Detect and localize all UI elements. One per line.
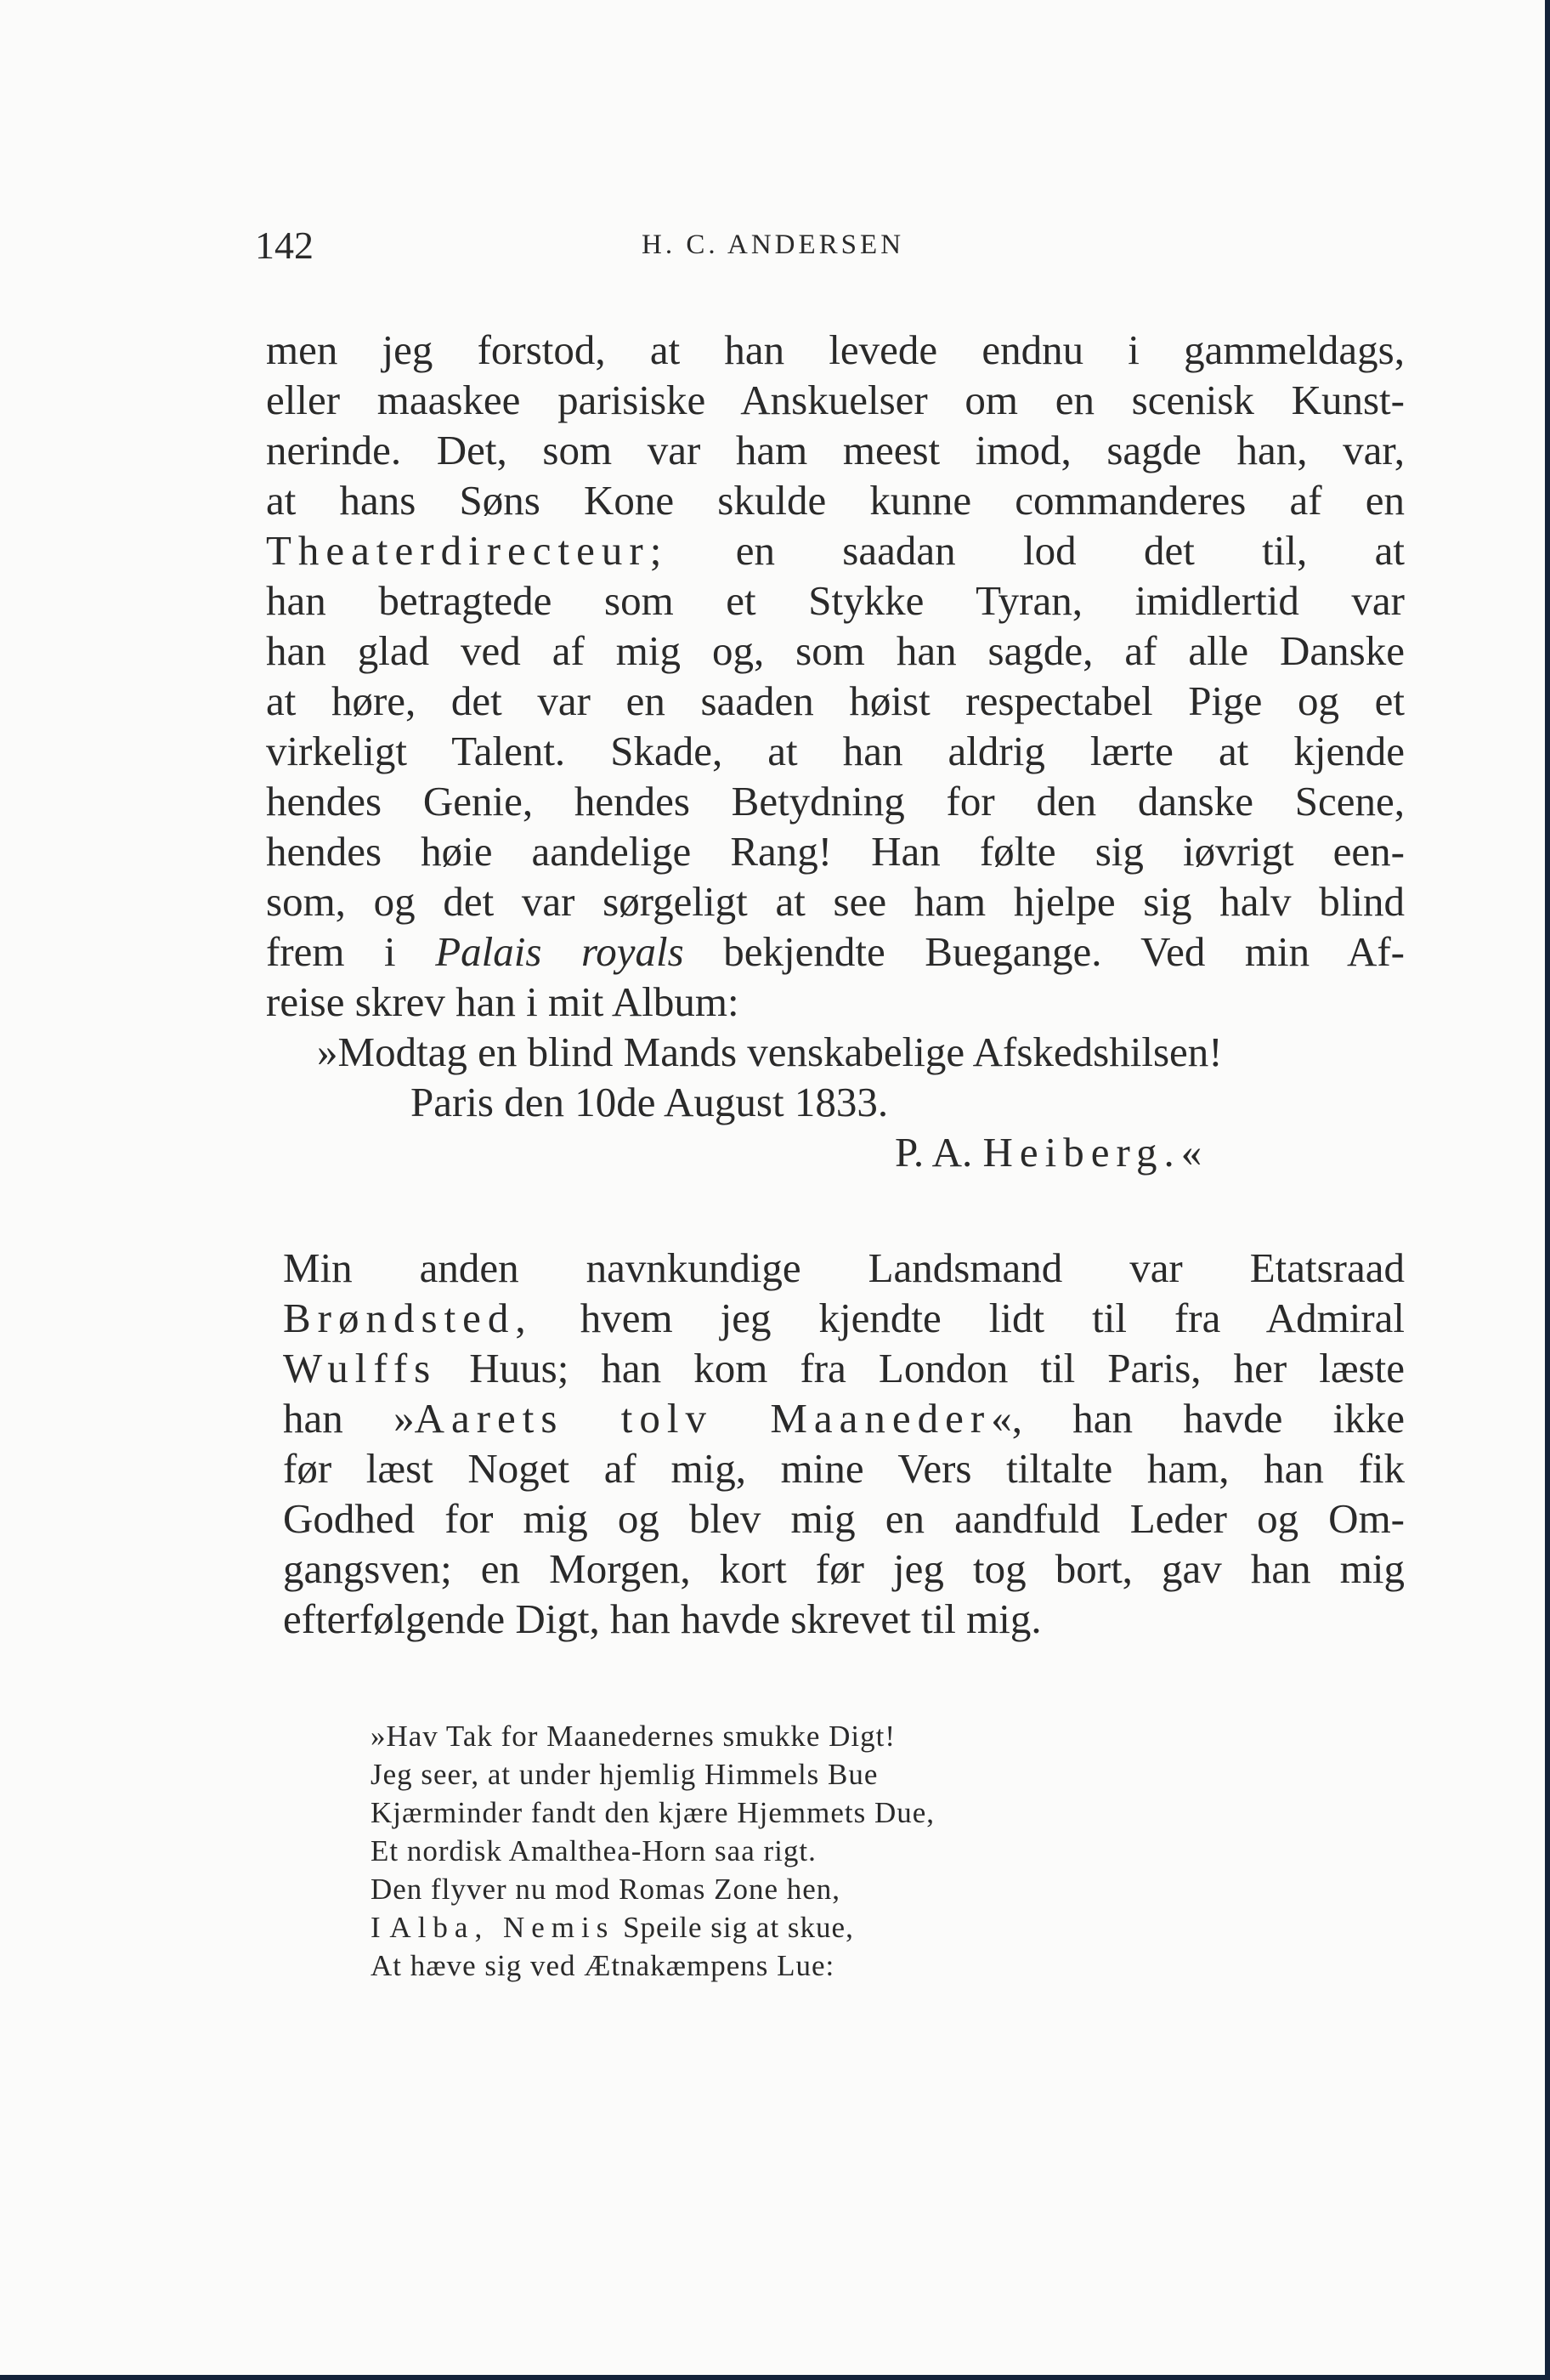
italic-title: Palais royals <box>435 928 684 975</box>
text-fragment: en saadan lod det til, at <box>668 527 1405 574</box>
spaced-word: Aarets tolv Maaneder <box>414 1395 992 1442</box>
text-line: efterfølgende Digt, han havde skrevet til mig. <box>283 1595 1042 1642</box>
text-line <box>283 1393 1405 1443</box>
text-line: at hans Søns Kone skulde kunne commanderes af en <box>266 477 1405 524</box>
poem-line: At hæve sig ved Ætnakæmpens Lue: <box>371 1949 835 1982</box>
text-line: nerinde. Det, som var ham meest imod, sagde han, var, <box>266 427 1405 473</box>
spaced-word: Alba, Nemis <box>389 1911 615 1944</box>
text-fragment: « <box>1180 1129 1202 1176</box>
text-fragment: hvem jeg kjendte lidt til fra Admiral <box>532 1295 1405 1341</box>
poem <box>371 1717 1220 1985</box>
text-line <box>266 926 1405 977</box>
album-inscription <box>266 1027 1405 1177</box>
text-line: Godhed for mig og blev mig en aandfuld Leder og Om- <box>283 1495 1405 1542</box>
text-fragment: I <box>371 1911 390 1944</box>
inscription-date: Paris den 10de August 1833. <box>410 1079 889 1125</box>
text-line: som, og det var sørgeligt at see ham hjelpe sig halv blind <box>266 878 1405 925</box>
text-line: reise skrev han i mit Album: <box>266 978 739 1025</box>
poem-line: Jeg seer, at under hjemlig Himmels Bue <box>371 1758 879 1791</box>
poem-line: Et nordisk Amalthea-Horn saa rigt. <box>371 1834 817 1867</box>
text-line: hendes høie aandelige Rang! Han følte sig iøvrigt een- <box>266 828 1405 875</box>
text-line <box>283 1343 1405 1393</box>
text-line: hendes Genie, hendes Betydning for den danske Scene, <box>266 778 1405 824</box>
text-line: han betragtede som et Stykke Tyran, imidlertid var <box>266 577 1405 624</box>
inscription-signature <box>266 1127 1405 1177</box>
poem-line <box>371 1908 1220 1946</box>
text-fragment: han » <box>283 1395 415 1442</box>
running-head: H. C. ANDERSEN <box>642 230 905 260</box>
text-fragment: Huus; han kom fra London til Paris, her læste <box>469 1345 1405 1391</box>
text-fragment: P. A. <box>895 1129 983 1176</box>
page-number: 142 <box>255 224 314 267</box>
text-line: eller maaskee parisiske Anskuelser om en scenisk Kunst- <box>266 377 1405 423</box>
text-fragment: «, han havde ikke <box>991 1395 1406 1442</box>
spaced-word: Heiberg. <box>982 1129 1181 1176</box>
text-fragment: frem i <box>266 928 436 975</box>
paragraph-2 <box>283 1243 1405 1644</box>
text-line <box>283 1293 1405 1343</box>
text-line <box>266 525 1405 575</box>
text-line: men jeg forstod, at han levede endnu i gammeldags, <box>266 326 1405 373</box>
poem-line: »Hav Tak for Maanedernes smukke Digt! <box>371 1720 897 1753</box>
text-fragment: bekjendte Buegange. Ved min Af- <box>683 928 1405 975</box>
text-line: Min anden navnkundige Landsmand var Etatsraad <box>283 1244 1405 1291</box>
text-fragment: Speile sig at skue, <box>614 1911 854 1944</box>
page-header <box>255 223 1394 274</box>
text-line: virkeligt Talent. Skade, at han aldrig lærte at kjende <box>266 728 1405 774</box>
inscription-line: »Modtag en blind Mands venskabelige Afskedshilsen! <box>317 1028 1223 1075</box>
text-line: før læst Noget af mig, mine Vers tiltalte ham, han fik <box>283 1445 1405 1492</box>
spaced-word: Brøndsted, <box>283 1295 533 1341</box>
poem-line: Den flyver nu mod Romas Zone hen, <box>371 1873 841 1906</box>
poem-line: Kjærminder fandt den kjære Hjemmets Due, <box>371 1796 936 1829</box>
spaced-word: Theaterdirecteur; <box>266 527 669 574</box>
paragraph-1 <box>266 325 1405 1177</box>
spaced-word: Wulffs <box>283 1345 438 1391</box>
text-line: at høre, det var en saaden høist respectabel Pige og et <box>266 677 1405 724</box>
text-line: gangsven; en Morgen, kort før jeg tog bort, gav han mig <box>283 1545 1405 1592</box>
text-line: han glad ved af mig og, som han sagde, af alle Danske <box>266 627 1405 674</box>
